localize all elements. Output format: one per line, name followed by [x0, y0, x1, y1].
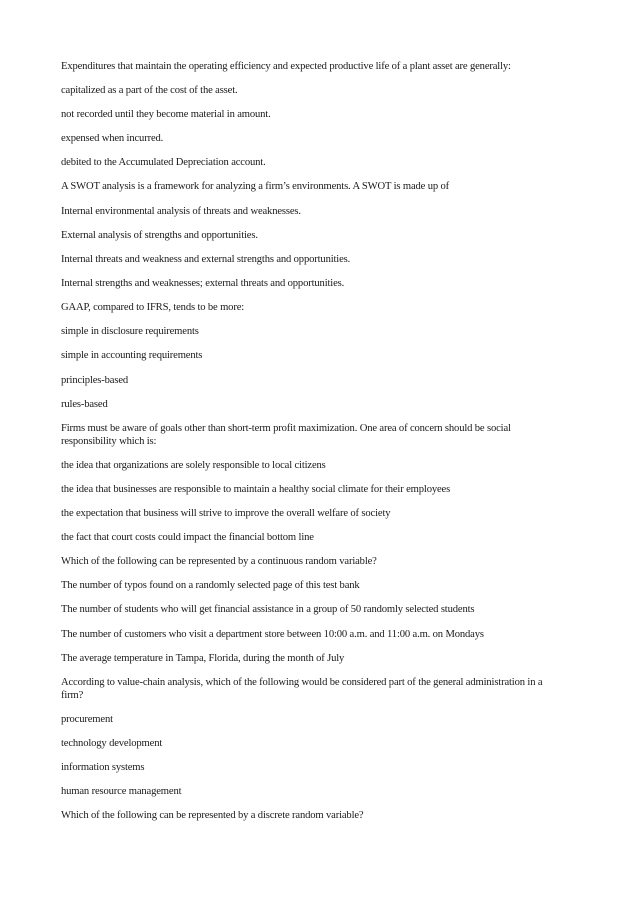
answer-option: not recorded until they become material in amount.: [61, 109, 271, 120]
answer-option: procurement: [61, 714, 113, 725]
answer-option: simple in accounting requirements: [61, 350, 203, 361]
answer-option: The number of typos found on a randomly selected page of this test bank: [61, 580, 360, 591]
question-text: Expenditures that maintain the operating efficiency and expected productive life of a plant asset are generally:: [61, 61, 511, 72]
answer-option: Internal environmental analysis of threats and weaknesses.: [61, 206, 301, 217]
answer-option: principles-based: [61, 375, 129, 386]
answer-option: The average temperature in Tampa, Florida, during the month of July: [61, 653, 345, 664]
answer-option: External analysis of strengths and opportunities.: [61, 230, 258, 241]
question-text: A SWOT analysis is a framework for analyzing a firm’s environments. A SWOT is made up of: [61, 181, 450, 192]
question-text: Firms must be aware of goals other than short-term profit maximization. One area of concern should be social responsibility which is:: [61, 423, 511, 447]
answer-option: the fact that court costs could impact the financial bottom line: [61, 532, 314, 543]
question-text: GAAP, compared to IFRS, tends to be more:: [61, 302, 245, 313]
question-text: Which of the following can be represented by a discrete random variable?: [61, 810, 364, 821]
answer-option: simple in disclosure requirements: [61, 326, 199, 337]
answer-option: information systems: [61, 762, 145, 773]
answer-option: the idea that organizations are solely responsible to local citizens: [61, 460, 326, 471]
answer-option: debited to the Accumulated Depreciation account.: [61, 157, 266, 168]
answer-option: the idea that businesses are responsible to maintain a healthy social climate for their employees: [61, 484, 451, 495]
question-text: Which of the following can be represented by a continuous random variable?: [61, 556, 377, 567]
answer-option: technology development: [61, 738, 163, 749]
answer-option: The number of customers who visit a department store between 10:00 a.m. and 11:00 a.m. on Mondays: [61, 629, 484, 640]
question-text: According to value-chain analysis, which of the following would be considered part of the general administration in a firm?: [61, 677, 543, 701]
answer-option: human resource management: [61, 786, 182, 797]
answer-option: Internal threats and weakness and external strengths and opportunities.: [61, 254, 351, 265]
answer-option: The number of students who will get financial assistance in a group of 50 randomly selected students: [61, 604, 475, 615]
answer-option: expensed when incurred.: [61, 133, 164, 144]
answer-option: Internal strengths and weaknesses; external threats and opportunities.: [61, 278, 345, 289]
answer-option: rules-based: [61, 399, 108, 410]
answer-option: the expectation that business will strive to improve the overall welfare of society: [61, 508, 391, 519]
answer-option: capitalized as a part of the cost of the asset.: [61, 85, 238, 96]
